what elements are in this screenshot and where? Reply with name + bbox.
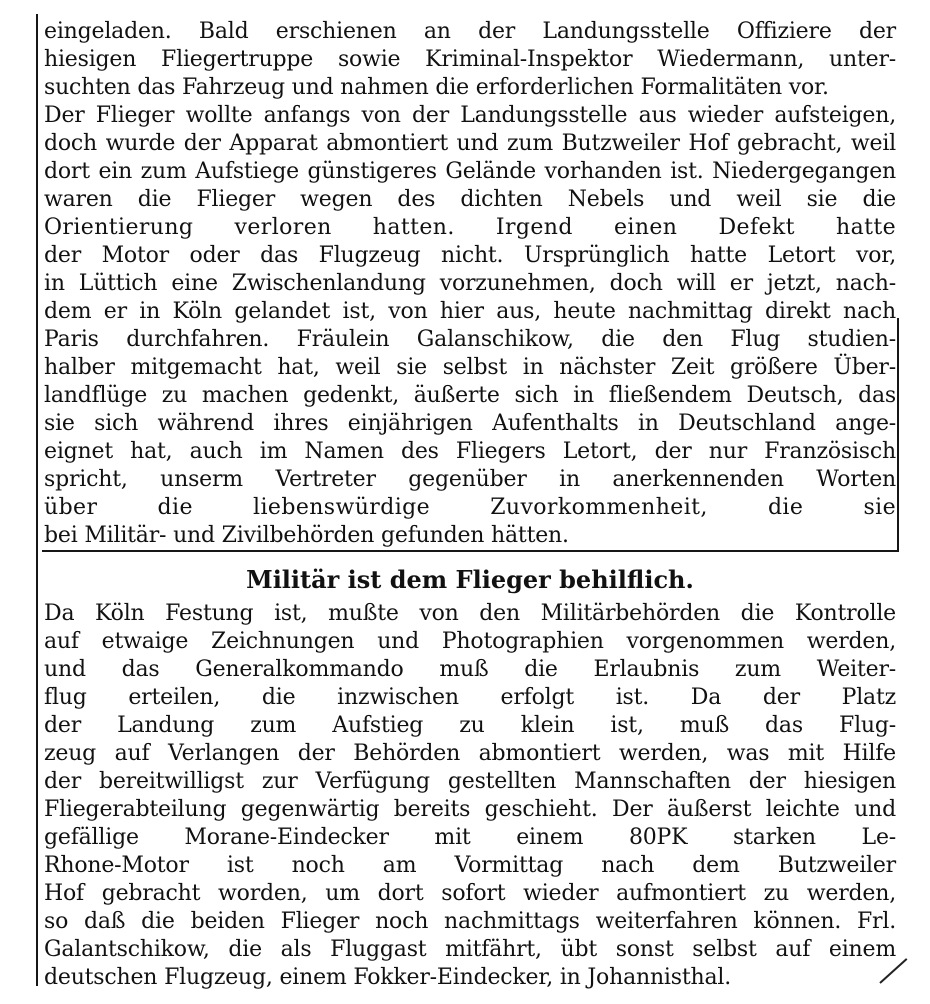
paragraph-line: so daß die beiden Flieger noch nachmittags weiterfahren können. Frl. bbox=[44, 909, 896, 934]
paragraph-line: Galantschikow, die als Fluggast mitfährt, übt sonst selbst auf einem bbox=[44, 937, 896, 962]
paragraph-line: zeug auf Verlangen der Behörden abmontiert werden, was mit Hilfe bbox=[44, 741, 896, 766]
paragraph-line: Der Flieger wollte anfangs von der Landungsstelle aus wieder aufsteigen, bbox=[44, 103, 896, 128]
section-heading: Militär ist dem Flieger behilflich. bbox=[246, 565, 694, 594]
paragraph-line: Da Köln Festung ist, mußte von den Militärbehörden die Kontrolle bbox=[44, 601, 896, 626]
paragraph-line: sie sich während ihres einjährigen Aufenthalts in Deutschland ange- bbox=[44, 411, 896, 436]
paragraph-line: Orientierung verloren hatten. Irgend einen Defekt hatte bbox=[44, 215, 896, 240]
paragraph-line: hiesigen Fliegertruppe sowie Kriminal-Inspektor Wiedermann, unter- bbox=[44, 47, 896, 72]
paragraph-line: Paris durchfahren. Fräulein Galanschikow, die den Flug studien- bbox=[44, 327, 896, 352]
paragraph-line: der bereitwilligst zur Verfügung gestellten Mannschaften der hiesigen bbox=[44, 769, 896, 794]
paragraph-line: spricht, unserm Vertreter gegenüber in anerkennenden Worten bbox=[44, 467, 896, 492]
paragraph-line: und das Generalkommando muß die Erlaubnis zum Weiter- bbox=[44, 657, 896, 682]
paragraph-line: gefällige Morane-Eindecker mit einem 80PK starken Le- bbox=[44, 825, 896, 850]
right-frame-rule bbox=[897, 318, 899, 550]
paragraph-line: der Landung zum Aufstieg zu klein ist, muß das Flug- bbox=[44, 713, 896, 738]
paragraph-line: in Lüttich eine Zwischenlandung vorzunehmen, doch will er jetzt, nach- bbox=[44, 271, 896, 296]
paragraph-line: suchten das Fahrzeug und nahmen die erforderlichen Formalitäten vor. bbox=[44, 75, 829, 100]
section-separator-rule bbox=[42, 550, 899, 552]
paragraph-line: eignet hat, auch im Namen des Fliegers Letort, der nur Französisch bbox=[44, 439, 896, 464]
paragraph-line: halber mitgemacht hat, weil sie selbst in nächster Zeit größere Über- bbox=[44, 355, 896, 380]
paragraph-line: dem er in Köln gelandet ist, von hier aus, heute nachmittag direkt nach bbox=[44, 299, 896, 324]
paragraph-line: landflüge zu machen gedenkt, äußerte sich in fließendem Deutsch, das bbox=[44, 383, 896, 408]
paragraph-line: der Motor oder das Flugzeug nicht. Ursprünglich hatte Letort vor, bbox=[44, 243, 896, 268]
paragraph-line: Fliegerabteilung gegenwärtig bereits geschieht. Der äußerst leichte und bbox=[44, 797, 896, 822]
paragraph-line: deutschen Flugzeug, einem Fokker-Eindecker, in Johannisthal. bbox=[44, 965, 732, 990]
paragraph-line: über die liebenswürdige Zuvorkommenheit, die sie bbox=[44, 495, 896, 520]
paragraph-line: eingeladen. Bald erschienen an der Landungsstelle Offiziere der bbox=[44, 19, 896, 44]
left-column-rule bbox=[36, 14, 38, 986]
paragraph-line: doch wurde der Apparat abmontiert und zum Butzweiler Hof gebracht, weil bbox=[44, 131, 896, 156]
paragraph-line: flug erteilen, die inzwischen erfolgt ist. Da der Platz bbox=[44, 685, 896, 710]
paragraph-line: auf etwaige Zeichnungen und Photographien vorgenommen werden, bbox=[44, 629, 896, 654]
paragraph-line: Rhone-Motor ist noch am Vormittag nach dem Butzweiler bbox=[44, 853, 896, 878]
paragraph-line: dort ein zum Aufstiege günstigeres Gelände vorhanden ist. Niedergegangen bbox=[44, 159, 896, 184]
paragraph-line: waren die Flieger wegen des dichten Nebels und weil sie die bbox=[44, 187, 896, 212]
paragraph-line: bei Militär- und Zivilbehörden gefunden hätten. bbox=[44, 523, 569, 548]
paragraph-line: Hof gebracht worden, um dort sofort wieder aufmontiert zu werden, bbox=[44, 881, 896, 906]
